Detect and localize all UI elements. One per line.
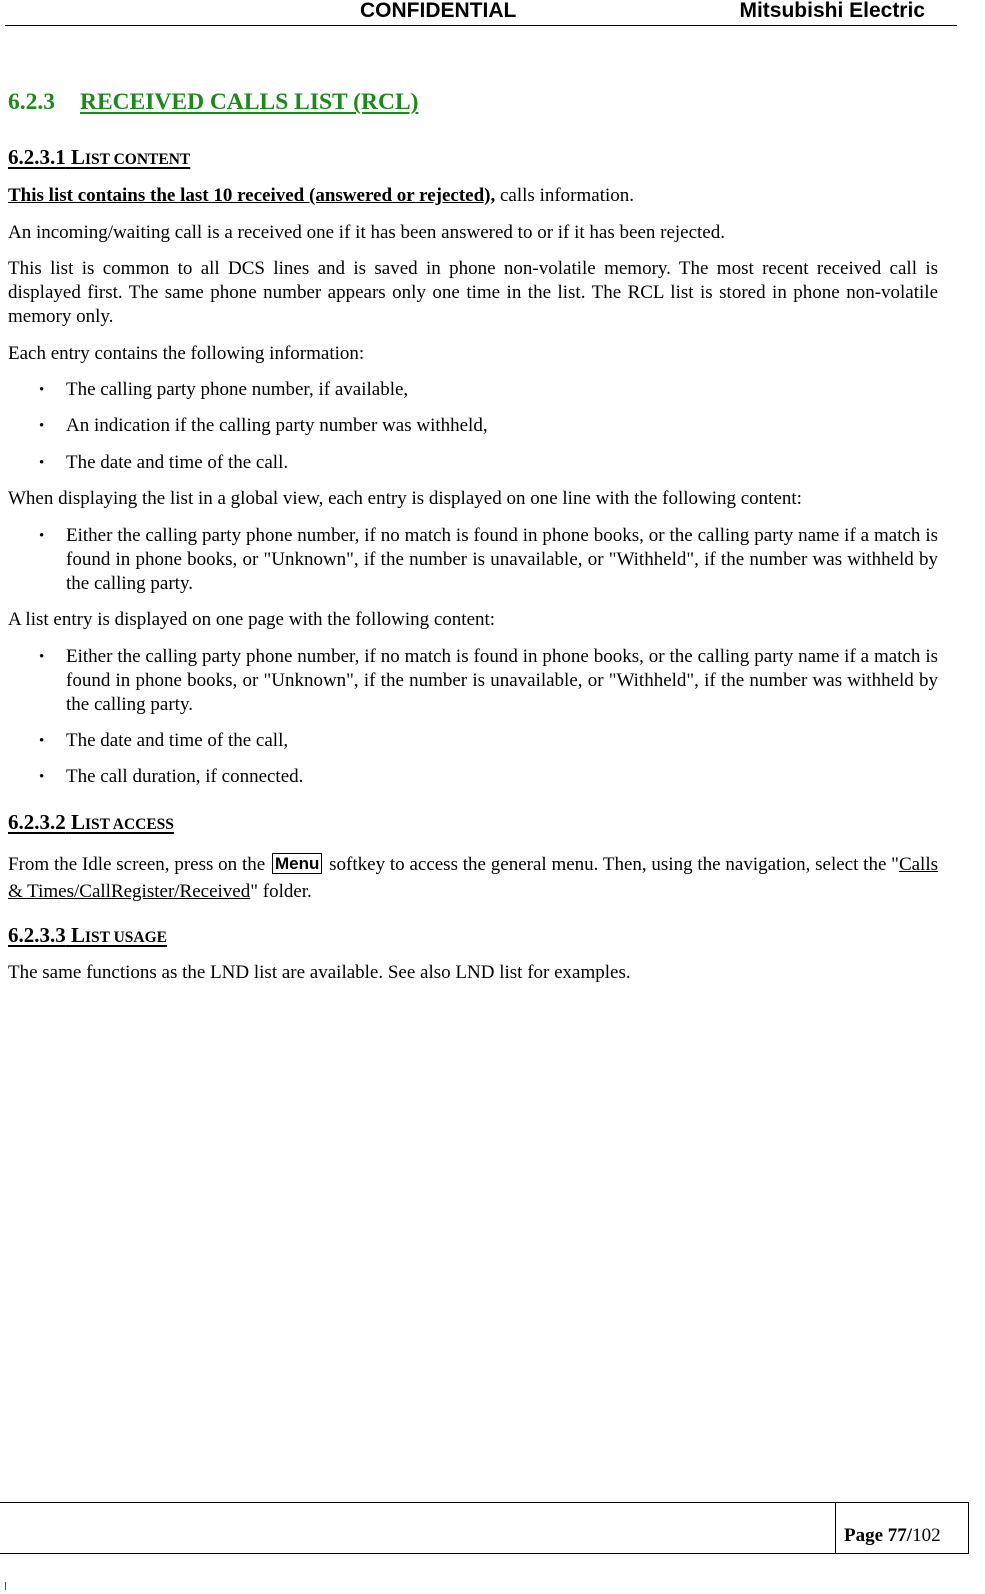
confidential-label: CONFIDENTIAL — [360, 0, 517, 22]
paragraph-page-view: A list entry is displayed on one page with the following content: — [8, 609, 496, 630]
menu-path: Calls & Times/CallRegister/Received — [8, 854, 938, 902]
page-header — [5, 0, 957, 26]
list-item: • The call duration, if connected. — [39, 766, 304, 787]
subsection-heading-usage — [8, 923, 167, 948]
section-heading — [8, 89, 418, 116]
margin-mark — [5, 1582, 6, 1590]
subsection-title-rest: IST ACCESS — [85, 816, 174, 833]
paragraph-access: From the Idle screen, press on the Menu softkey to access the general menu. Then, using the navigation, select the "Calls & Times/CallRegister/Received" folder. — [8, 854, 938, 902]
paragraph-common: This list is common to all DCS lines and is saved in phone non-volatile memory. The most recent received call is displayed first. The same phone number appears only one time in the list. The RCL list is stored in phone non-volatile memory only. — [8, 258, 938, 327]
paragraph-list-contains — [8, 184, 938, 208]
paragraph-global-view: When displaying the list in a global view, each entry is displayed on one line with the following content: — [8, 488, 802, 509]
bullet-icon: • — [39, 455, 45, 471]
page-number-cell — [835, 1503, 969, 1553]
paragraph-incoming: An incoming/waiting call is a received one if it has been answered to or if it has been rejected. — [8, 222, 725, 243]
page-footer — [0, 1502, 969, 1554]
list-item: • The date and time of the call. — [39, 452, 289, 473]
bold-intro: This list contains the last 10 received (answered or rejected), — [8, 185, 496, 206]
menu-softkey: Menu — [272, 853, 322, 874]
bullet-icon: • — [39, 382, 45, 398]
bullet-icon: • — [39, 733, 45, 749]
subsection-heading-access — [8, 810, 174, 835]
subsection-number: 6.2.3.1 — [8, 145, 66, 169]
page-number: Page 77/102 — [844, 1525, 941, 1546]
paragraph-usage: The same functions as the LND list are available. See also LND list for examples. — [8, 962, 631, 983]
list-item: • Either the calling party phone number, if no match is found in phone books, or the calling party name if a match is found in phone books, or "Unknown", if the number is unavailable, or "Withheld", if the number was withheld by the calling party. — [39, 646, 938, 715]
bullet-icon: • — [39, 418, 45, 434]
list-item: • An indication if the calling party number was withheld, — [39, 415, 488, 436]
subsection-number: 6.2.3.3 — [8, 923, 66, 947]
subsection-title-lead: L — [71, 923, 86, 947]
section-title: RECEIVED CALLS LIST (RCL) — [80, 89, 419, 115]
bullet-icon: • — [39, 769, 45, 785]
subsection-title-lead: L — [71, 810, 86, 834]
intro-rest: calls information. — [495, 185, 635, 206]
subsection-number: 6.2.3.2 — [8, 810, 66, 834]
section-number: 6.2.3 — [8, 89, 55, 115]
subsection-heading-content — [8, 145, 190, 170]
subsection-title-lead: L — [71, 145, 86, 169]
company-name: Mitsubishi Electric — [739, 0, 925, 22]
subsection-title-rest: IST USAGE — [85, 929, 168, 946]
list-item: • The date and time of the call, — [39, 730, 289, 751]
bullet-icon: • — [39, 649, 45, 665]
list-item: • The calling party phone number, if available, — [39, 379, 409, 400]
paragraph-entry-info: Each entry contains the following information: — [8, 343, 365, 364]
bullet-icon: • — [39, 528, 45, 544]
subsection-title-rest: IST CONTENT — [85, 151, 191, 168]
list-item: • Either the calling party phone number, if no match is found in phone books, or the calling party name if a match is found in phone books, or "Unknown", if the number is unavailable, or "Withheld", if the number was withheld by the calling party. — [39, 525, 938, 594]
